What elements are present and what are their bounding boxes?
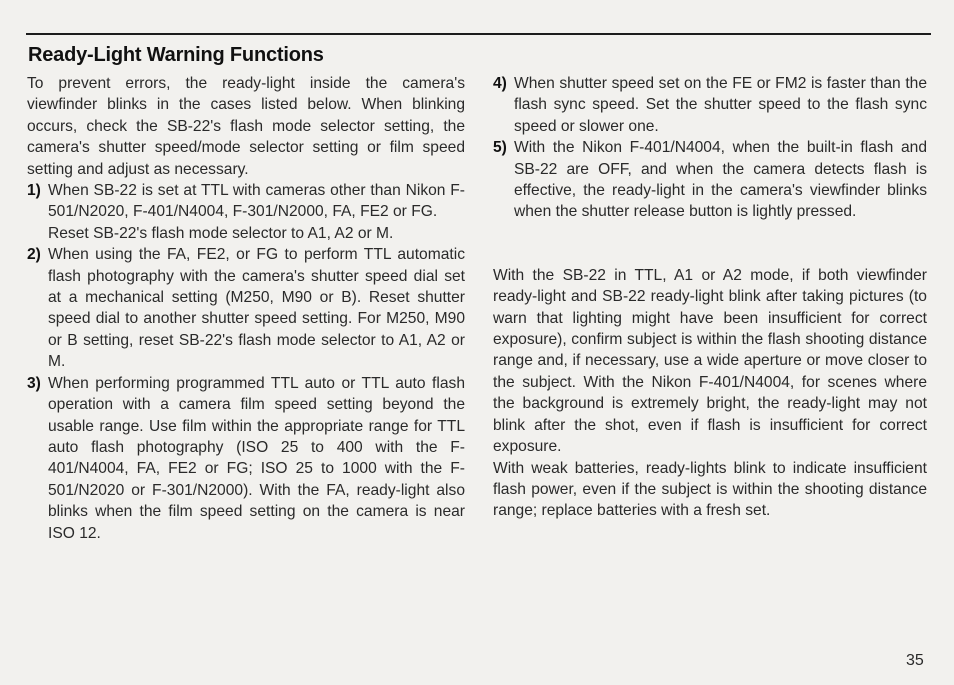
page-number: 35	[906, 652, 924, 669]
intro-paragraph: To prevent errors, the ready-light inside the camera's viewfinder blinks in the cases listed below. When blinking occurs, check the SB-22's flash mode selector setting, the camera's shutter speed/mode selector setting or film speed setting and adjust as necessary.	[27, 75, 465, 178]
item-text: When shutter speed set on the FE or FM2 is faster than the flash sync speed. Set the shutter speed to the flash sync speed or slower one.	[514, 75, 927, 135]
list-item-1	[27, 180, 465, 223]
list-item-4	[493, 73, 927, 137]
exposure-warning-paragraph: With the SB-22 in TTL, A1 or A2 mode, if both viewfinder ready-light and SB-22 ready-light blink after taking pictures (to warn that lighting might have been insufficient for correct exposure), confirm subject is within the flash shooting distance range and, if necessary, use a wide aperture or move closer to the subject. With the Nikon F-401/N4004, for scenes where the background is extremely bright, the ready-light may not blink after the shot, even if flash is insufficient for correct exposure.	[493, 266, 927, 456]
left-column	[27, 73, 465, 544]
list-item-2	[27, 244, 465, 372]
item-text: With the Nikon F-401/N4004, when the built-in flash and SB-22 are OFF, and when the camera detects flash is effective, the ready-light in the camera's viewfinder blinks when the shutter release button is lightly pressed.	[514, 139, 927, 221]
item-number: 2)	[27, 246, 41, 264]
item-number: 5)	[493, 139, 507, 157]
item-text: When performing programmed TTL auto or TTL auto flash operation with a camera film speed setting beyond the usable range. Use film within the appropriate range for TTL auto flash photography (ISO 25 to 400 with the F-401/N4004, FA, FE2 or FG; ISO 25 to 1000 with the F-501/N2020 or F-301/N2000). With the FA, ready-light also blinks when the film speed setting on the camera is near ISO 12.	[48, 374, 465, 542]
item-number: 4)	[493, 75, 507, 92]
list-item-5	[493, 137, 927, 223]
item-number: 1)	[27, 182, 41, 200]
battery-warning-paragraph: With weak batteries, ready-lights blink to indicate insufficient flash power, even if the subject is within the shooting distance range; replace batteries with a fresh set.	[493, 459, 927, 520]
item-text: When SB-22 is set at TTL with cameras other than Nikon F-501/N2020, F-401/N4004, F-301/N2000, FA, FE2 or FG.	[48, 182, 465, 221]
item-text: When using the FA, FE2, or FG to perform TTL automatic flash photography with the camera's shutter speed dial set at a mechanical setting (M250, M90 or B). Reset shutter speed dial to another shutter speed setting. For M250, M90 or B setting, reset SB-22's flash mode selector to A1, A2 or M.	[48, 246, 465, 371]
paragraph-gap	[493, 244, 927, 265]
header-rule	[26, 33, 931, 35]
section-title: Ready-Light Warning Functions	[28, 44, 324, 66]
right-column	[493, 73, 927, 522]
list-item-3	[27, 373, 465, 544]
item-number: 3)	[27, 374, 41, 392]
item-note: Reset SB-22's flash mode selector to A1, A2 or M.	[48, 224, 394, 242]
paragraph-gap	[493, 223, 927, 244]
